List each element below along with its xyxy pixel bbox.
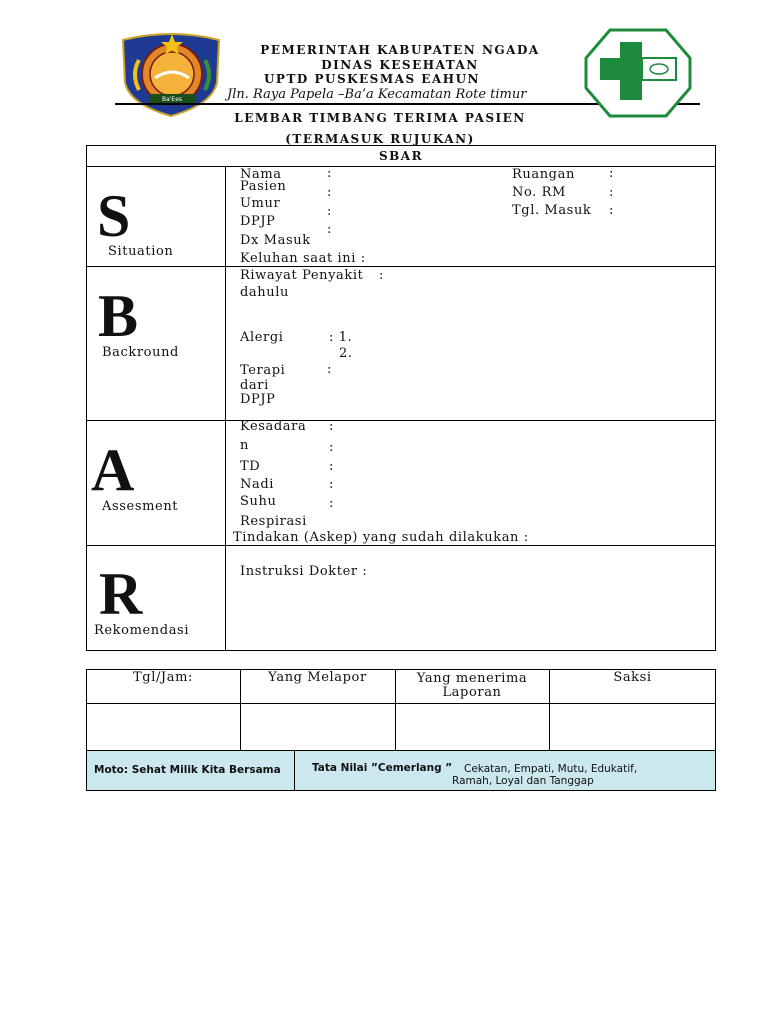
header-line-2: DINAS KESEHATAN xyxy=(321,58,479,72)
colon: : xyxy=(329,477,334,492)
field-instruksi-dokter: Instruksi Dokter : xyxy=(240,564,368,579)
field-terapi-dari: dari xyxy=(240,378,269,393)
emblem-motto: Ba'Ees xyxy=(161,96,183,103)
sbar-label-background: Backround xyxy=(102,345,179,360)
divider xyxy=(86,266,716,267)
field-nama: Nama xyxy=(240,167,282,182)
sign-col-yang-menerima: Yang menerima xyxy=(416,671,528,686)
field-terapi: Terapi xyxy=(240,363,286,378)
field-suhu: Suhu xyxy=(240,494,277,509)
sbar-title: SBAR xyxy=(378,149,424,163)
sbar-label-situation: Situation xyxy=(108,244,174,259)
header-address: Jln. Raya Papela –Ba’a Kecamatan Rote timur xyxy=(227,87,527,102)
sign-cell-tgl-jam[interactable] xyxy=(87,704,240,749)
footer-moto: Moto: Sehat Milik Kita Bersama xyxy=(94,764,281,776)
field-respirasi: Respirasi xyxy=(240,514,307,529)
field-dpjp: DPJP xyxy=(240,214,276,229)
colon: : xyxy=(609,166,614,181)
field-ruangan: Ruangan xyxy=(512,167,575,182)
sign-col-saksi: Saksi xyxy=(613,670,652,685)
sbar-letter-s: S xyxy=(97,183,131,249)
form-subtitle: (TERMASUK RUJUKAN) xyxy=(285,132,475,146)
divider xyxy=(225,166,226,651)
colon: : xyxy=(327,166,332,181)
divider xyxy=(294,750,295,791)
colon: : xyxy=(327,185,332,200)
sign-col-tgl-jam: Tgl/Jam: xyxy=(133,670,193,685)
field-keluhan: Keluhan saat ini : xyxy=(240,251,366,266)
sbar-letter-r: R xyxy=(99,561,143,627)
field-tgl-masuk: Tgl. Masuk xyxy=(512,203,592,218)
alergi-item-1: : 1. xyxy=(329,330,353,345)
colon: : xyxy=(379,268,384,283)
field-kesadaran: Kesadara xyxy=(240,419,307,434)
header-line-3: UPTD PUSKESMAS EAHUN xyxy=(263,72,481,86)
colon: : xyxy=(329,419,334,434)
sign-cell-melapor[interactable] xyxy=(241,704,395,749)
sign-cell-saksi[interactable] xyxy=(550,704,715,749)
field-pasien: Pasien xyxy=(240,179,287,194)
sbar-table xyxy=(86,145,716,651)
field-nadi: Nadi xyxy=(240,477,275,492)
field-umur: Umur xyxy=(240,196,281,211)
field-td: TD xyxy=(240,459,261,474)
sbar-label-assesment: Assesment xyxy=(102,499,179,514)
sign-cell-menerima[interactable] xyxy=(396,704,549,749)
divider xyxy=(86,420,716,421)
colon: : xyxy=(329,459,334,474)
field-terapi-dpjp: DPJP xyxy=(240,392,276,407)
footer-nilai-label: Tata Nilai ”Cemerlang ” xyxy=(312,762,453,774)
sbar-label-rekomendasi: Rekomendasi xyxy=(94,623,190,638)
field-tindakan: Tindakan (Askep) yang sudah dilakukan : xyxy=(233,530,529,545)
form-title: LEMBAR TIMBANG TERIMA PASIEN xyxy=(234,111,526,125)
field-no-rm: No. RM xyxy=(512,185,566,200)
field-alergi: Alergi xyxy=(240,330,284,345)
sbar-letter-a: A xyxy=(91,437,135,503)
divider xyxy=(86,166,716,167)
divider xyxy=(86,545,716,546)
header-line-1: PEMERINTAH KABUPATEN NGADA xyxy=(260,43,540,57)
divider xyxy=(86,750,716,751)
footer-nilai-text-1: Cekatan, Empati, Mutu, Edukatif, xyxy=(464,763,638,775)
colon: : xyxy=(609,203,614,218)
sign-col-laporan: Laporan xyxy=(442,685,502,700)
colon: : xyxy=(327,204,332,219)
field-kesadaran-cont: n xyxy=(240,438,249,453)
green-cross-icon xyxy=(582,28,694,118)
sign-col-yang-melapor: Yang Melapor xyxy=(268,670,367,685)
field-riwayat-cont: dahulu xyxy=(240,285,289,300)
colon: : xyxy=(609,185,614,200)
colon: : xyxy=(329,496,334,511)
field-dx-masuk: Dx Masuk xyxy=(240,233,311,248)
footer-nilai-text-2: Ramah, Loyal dan Tanggap xyxy=(452,775,594,787)
colon: : xyxy=(327,222,332,237)
colon: : xyxy=(327,362,332,377)
alergi-item-2: 2. xyxy=(339,346,353,361)
colon: : xyxy=(329,440,334,455)
sbar-letter-b: B xyxy=(98,283,139,349)
field-riwayat: Riwayat Penyakit xyxy=(240,268,364,283)
